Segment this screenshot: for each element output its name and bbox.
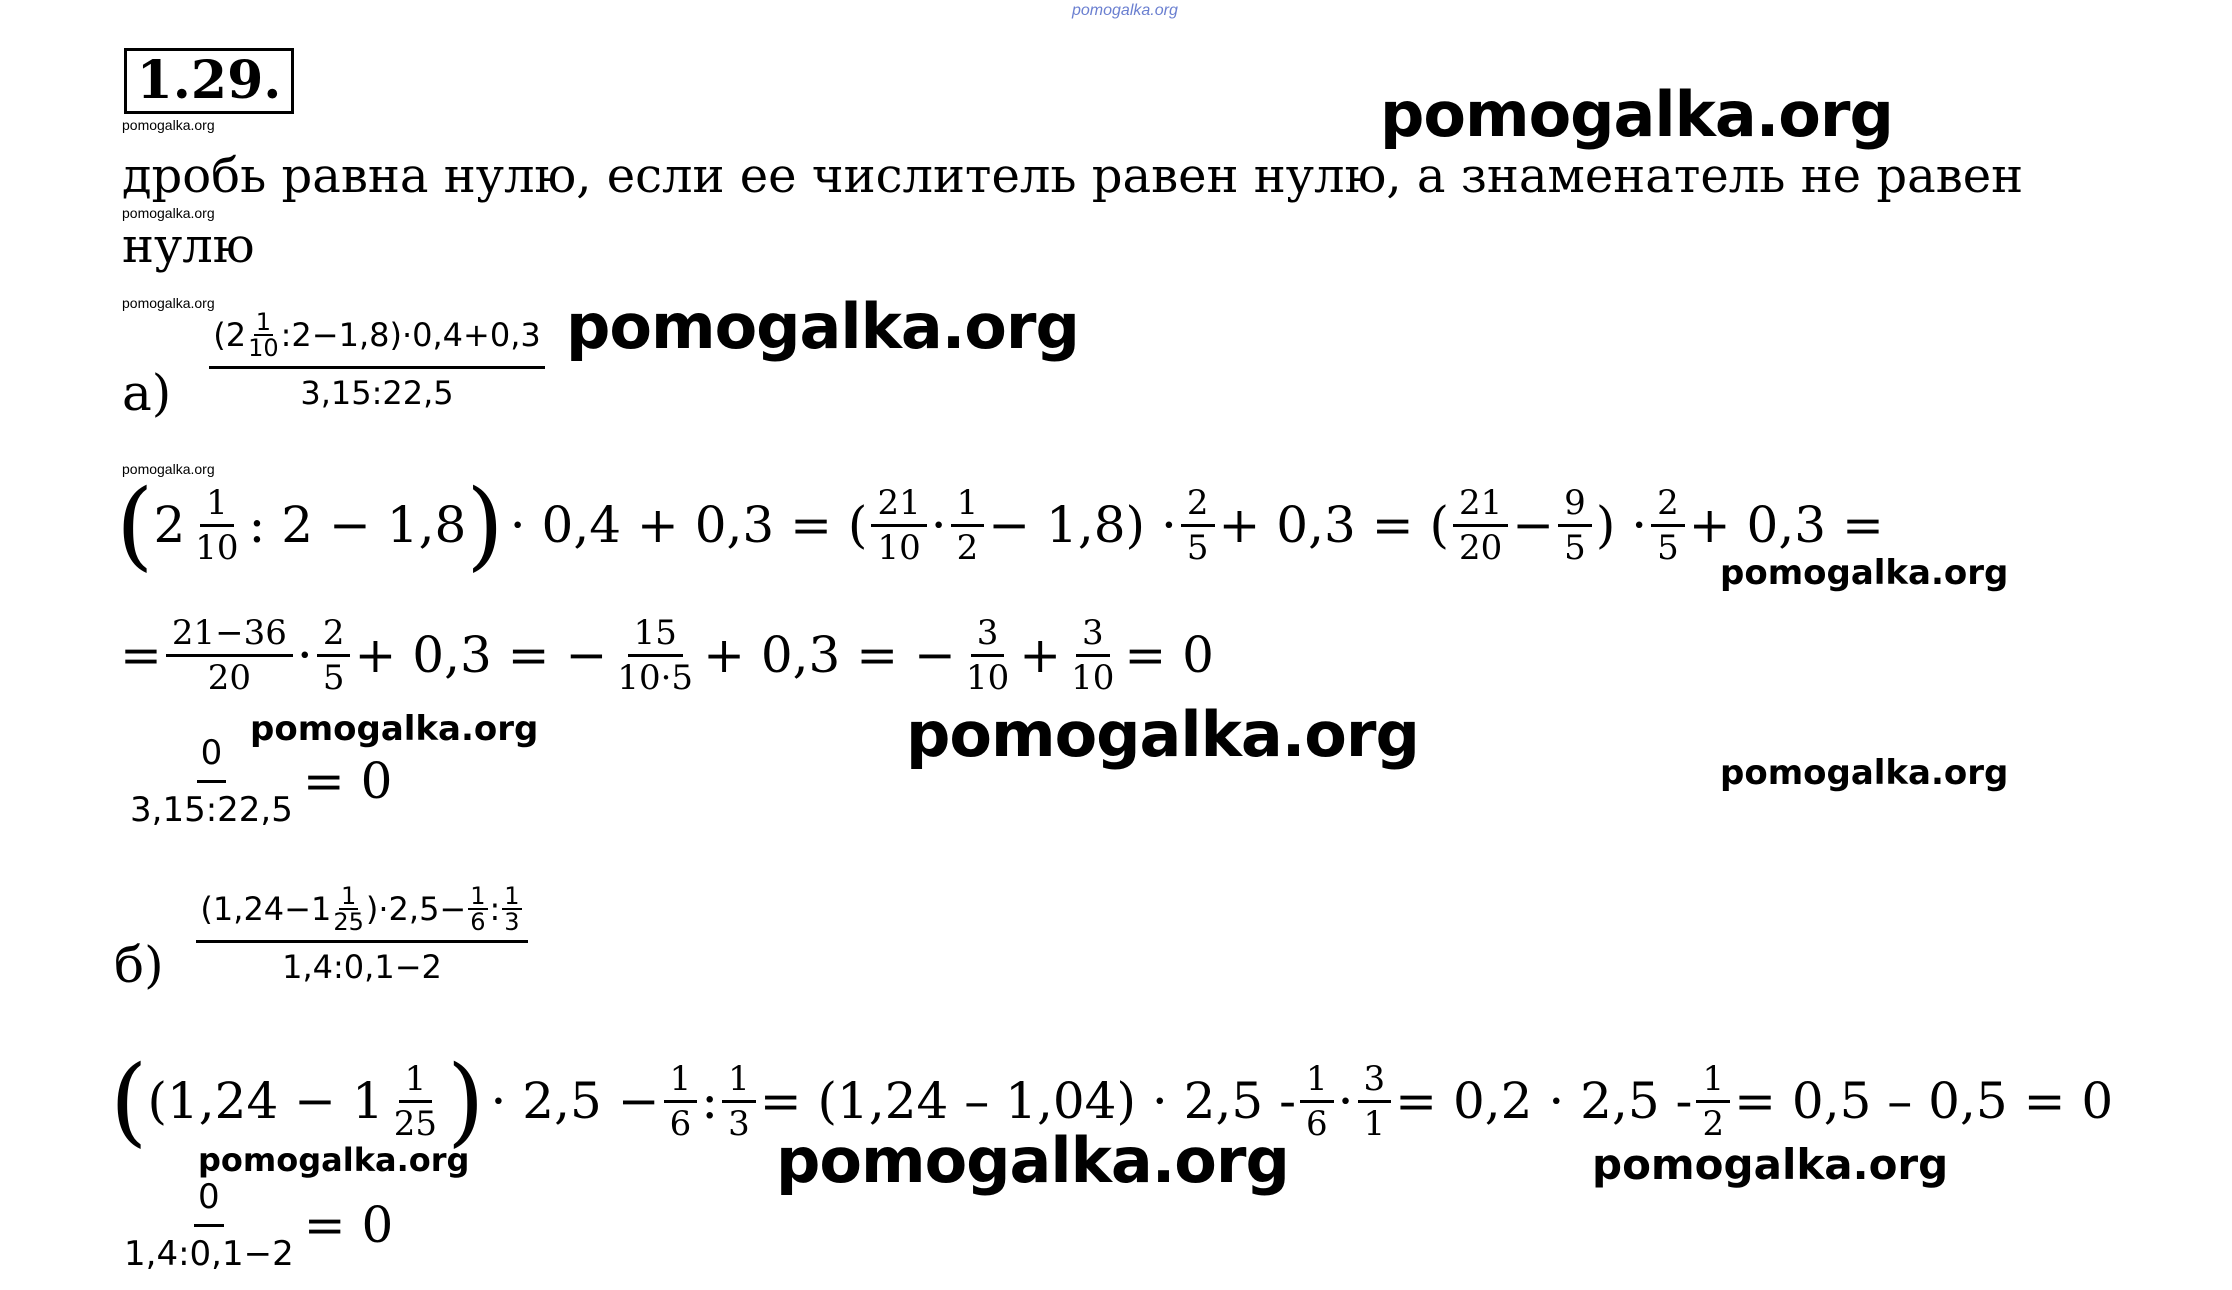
watermark-top: pomogalka.org xyxy=(1072,2,1178,19)
watermark-big: pomogalka.org xyxy=(1380,78,1893,151)
watermark-big: pomogalka.org xyxy=(776,1124,1289,1197)
watermark-big: pomogalka.org xyxy=(566,290,1079,363)
mixed-fraction: 1 10 xyxy=(248,308,279,362)
watermark-tiny: pomogalka.org xyxy=(122,117,215,133)
numerator-rest: :2−1,8 xyxy=(280,316,390,354)
part-b-result: $\frac{0}{1,4:0,1-2}$ = 0 xyxy=(124,1176,394,1274)
watermark-mid: pomogalka.org xyxy=(1720,553,2009,593)
part-b-expression xyxy=(176,882,548,986)
numerator-close: )·0,4+0,3 xyxy=(389,316,541,354)
part-a-step-2: = $\frac{21-36}{20}$ · $\frac{2}{5}$ + 0,3 = − $\frac{15}{10\cdot 5}$ + 0,3 = − $\frac{3}{10}$ + $\frac{3}{10}$ = 0 xyxy=(120,612,1214,698)
part-a-label: а) xyxy=(122,364,172,422)
intro-line-2: нулю xyxy=(122,218,255,274)
watermark-mid: pomogalka.org xyxy=(1720,753,2009,793)
numerator-open: (2 xyxy=(213,316,247,354)
watermark-tiny: pomogalka.org xyxy=(122,461,215,477)
watermark-mid: pomogalka.org xyxy=(1592,1140,1949,1189)
part-b-denominator: 1,4:0,1−2 xyxy=(282,948,442,986)
part-a-result: $\frac{0}{3,15:22,5}$ = 0 xyxy=(130,732,393,830)
part-b-step-1: ( (1,24 − 1 $\frac{1}{25}$ ) · 2,5 − $\frac{1}{6}$ : $\frac{1}{3}$ = (1,24 – 1,04) · 2,5 - $\frac{1}{6}$ · $\frac{3}{1}$ = 0,2 · 2,5 - $\frac{1}{2}$ = 0,5 – 0,5 = 0 xyxy=(110,1045,2114,1157)
watermark-mid: pomogalka.org xyxy=(250,709,539,749)
part-a-expression xyxy=(182,308,572,412)
watermark-tiny: pomogalka.org xyxy=(122,205,215,221)
watermark-mid: pomogalka.org xyxy=(198,1141,470,1179)
part-b-label: б) xyxy=(114,936,164,994)
intro-line-1: дробь равна нулю, если ее числитель равен нулю, а знаменатель не равен xyxy=(122,148,2024,204)
part-a-numerator xyxy=(209,310,544,369)
part-b-numerator: (1,24−1 1 25 )·2,5− $\frac{1}{6}$ : 1 3 xyxy=(196,884,527,943)
watermark-big: pomogalka.org xyxy=(906,698,1419,771)
problem-number: 1.29. xyxy=(124,48,294,114)
part-a-denominator: 3,15:22,5 xyxy=(300,374,454,412)
part-a-step-1: ( 2 $\frac{1}{10}$ : 2 − 1,8 ) · 0,4 + 0,3 = ( $\frac{21}{10}$ · $\frac{1}{2}$ − 1,8) · $\frac{2}{5}$ + 0,3 = ( $\frac{21}{20}$ − $\frac{9}{5}$ ) · $\frac{2}{5}$ + 0,3 = xyxy=(116,469,1884,581)
watermark-tiny: pomogalka.org xyxy=(122,295,215,311)
